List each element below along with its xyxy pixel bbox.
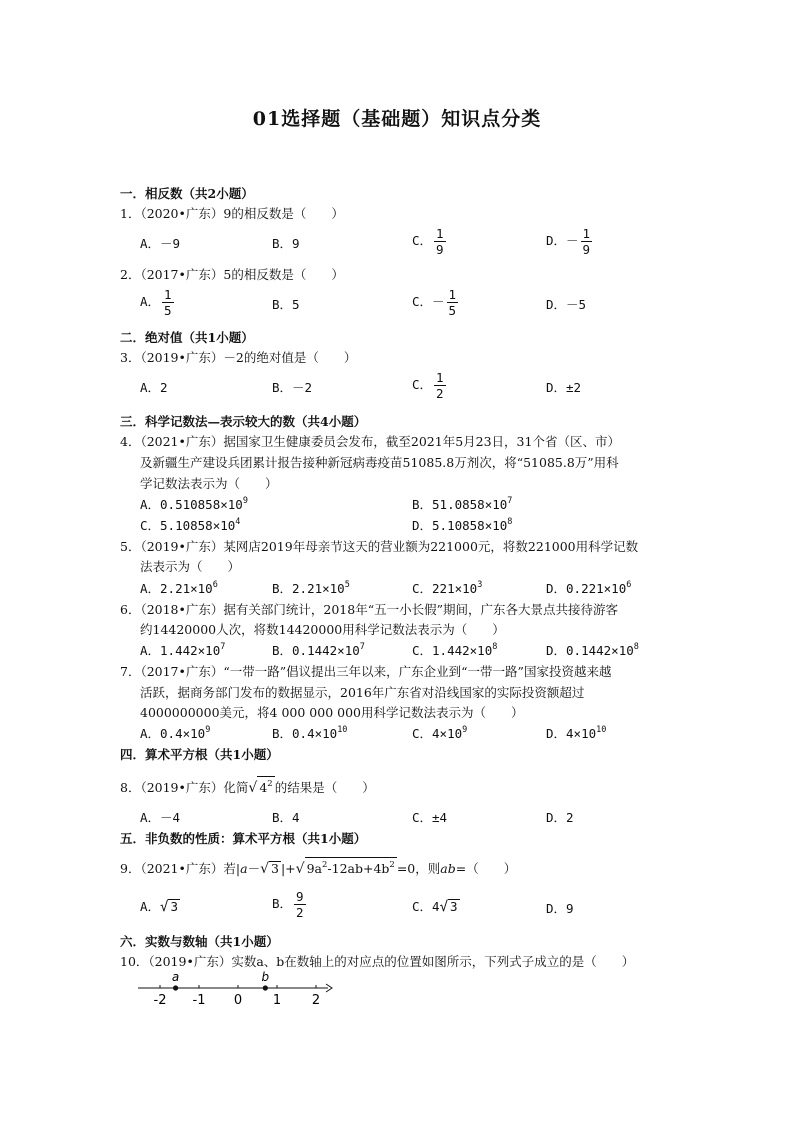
exponent: 8 (492, 642, 498, 652)
q7-option-d[interactable] (546, 724, 606, 742)
q9-option-a[interactable] (140, 897, 180, 915)
numerator: 1 (436, 370, 444, 385)
q6-option-b[interactable] (272, 641, 365, 659)
fraction (434, 226, 446, 257)
exponent: 7 (220, 642, 226, 652)
numerator: 1 (448, 287, 457, 302)
option-label: A． (140, 294, 161, 309)
q8-option-d[interactable]: D．2 (546, 810, 574, 825)
question-6-line: 6．（2018•广东）据有关部门统计，2018年“五一小长假”期间，广东各大景点共接待游客 (120, 602, 618, 617)
question-1-stem: 1．（2020•广东）9的相反数是（ ） (120, 206, 344, 221)
exponent: 2 (389, 860, 395, 870)
stem-text: 的结果是（ ） (274, 780, 375, 795)
radicand (257, 776, 274, 795)
axis-tick-label: 1 (272, 993, 282, 1008)
option-text: A．1.442×10 (140, 643, 221, 658)
q8-option-a[interactable]: A．－4 (140, 810, 181, 825)
radicand-part: -12ab+4b (327, 861, 390, 876)
exponent: 8 (633, 642, 639, 652)
option-text: A．0.4×10 (140, 726, 206, 741)
q3-option-c[interactable] (412, 370, 448, 401)
option-text: B．0.4×10 (272, 726, 338, 741)
numerator: 9 (296, 889, 304, 904)
exponent: 4 (235, 517, 241, 527)
option-text: C．5.10858×10 (140, 518, 236, 533)
point-label-b: b (261, 970, 270, 984)
numerator: 1 (164, 287, 172, 302)
exponent: 9 (205, 725, 211, 735)
question-3-stem: 3．（2019•广东）－2的绝对值是（ ） (120, 350, 357, 365)
radicand: 3 (170, 899, 178, 914)
option-text: A．2.21×10 (140, 581, 213, 596)
q5-option-d[interactable] (546, 579, 631, 597)
variable-a: a (240, 861, 248, 876)
exponent: 6 (212, 580, 218, 590)
q8-option-c[interactable]: C．±4 (412, 810, 448, 825)
option-label: C． (412, 377, 433, 392)
q6-option-c[interactable] (412, 641, 497, 659)
question-6-line: 约14420000人次，将数14420000用科学记数法表示为（ ） (140, 622, 505, 637)
q9-option-b[interactable] (272, 889, 308, 920)
q4-option-d[interactable] (412, 516, 512, 534)
variable-ab: ab (440, 861, 456, 876)
exponent: 9 (242, 496, 248, 506)
q8-option-b[interactable]: B．4 (272, 810, 300, 825)
option-text: A．0.510858×10 (140, 497, 243, 512)
q5-option-c[interactable] (412, 579, 482, 597)
exponent: 7 (359, 642, 365, 652)
q2-option-c[interactable] (412, 287, 460, 318)
question-10-stem: 10．（2019•广东）实数a、b在数轴上的对应点的位置如图所示，下列式子成立的是（ ） (120, 954, 635, 969)
q9-option-c[interactable] (412, 897, 460, 915)
section-heading: 五．非负数的性质：算术平方根（共1小题） (120, 831, 367, 846)
q5-option-b[interactable] (272, 579, 350, 597)
radicand: 3 (271, 861, 279, 876)
axis-tick-label: -2 (153, 993, 167, 1008)
radicand-base: 4 (259, 780, 268, 795)
q7-option-b[interactable] (272, 724, 347, 742)
exponent: 7 (507, 496, 513, 506)
q9-option-d[interactable]: D．9 (546, 901, 574, 916)
fraction (434, 370, 446, 401)
question-9-stem (120, 857, 516, 877)
axis-tick-label: 2 (311, 993, 321, 1008)
question-7-line: 4000000000美元，将4 000 000 000用科学记数法表示为（ ） (140, 705, 524, 720)
radicand-part: 9a (306, 861, 322, 876)
stem-text: |+ (280, 861, 296, 876)
question-4-line: 4．（2021•广东）据国家卫生健康委员会发布，截至2021年5月23日，31个省（区、市） (120, 434, 620, 449)
q7-option-a[interactable] (140, 724, 210, 742)
q6-option-d[interactable] (546, 641, 639, 659)
numerator: 1 (582, 226, 591, 241)
exponent: 9 (462, 725, 468, 735)
q4-option-b[interactable] (412, 495, 512, 513)
option-text: D．5.10858×10 (412, 518, 508, 533)
fraction (581, 226, 593, 257)
option-text: C．221×10 (412, 581, 478, 596)
q7-option-c[interactable] (412, 724, 467, 742)
point-b (263, 985, 268, 990)
q4-option-a[interactable] (140, 495, 248, 513)
question-4-line: 学记数法表示为（ ） (140, 476, 278, 491)
option-text: B．51.0858×10 (412, 497, 508, 512)
option-label: A． (140, 899, 161, 914)
q2-option-b[interactable]: B．5 (272, 297, 300, 312)
sqrt-sign: √ (295, 861, 305, 877)
option-label: C．4 (412, 899, 440, 914)
question-5-line: 5．（2019•广东）某网店2019年母亲节这天的营业额为221000元，将数221000用科学记数 (120, 539, 639, 554)
q6-option-a[interactable] (140, 641, 225, 659)
numerator: 1 (436, 226, 444, 241)
section-heading: 二．绝对值（共1小题） (120, 330, 254, 345)
sqrt-sign: √ (260, 861, 269, 877)
question-7-line: 活跃，据商务部门发布的数据显示，2016年广东省对沿线国家的实际投资额超过 (140, 685, 585, 700)
denominator: 2 (436, 386, 444, 401)
q1-option-a[interactable]: A．－9 (140, 236, 181, 251)
section-heading: 四．算术平方根（共1小题） (120, 747, 279, 762)
section-heading: 三．科学记数法—表示较大的数（共4小题） (120, 414, 367, 429)
radicand: 3 (450, 899, 458, 914)
number-line (130, 968, 340, 1010)
axis-tick-label: -1 (192, 993, 206, 1008)
exponent: 2 (267, 779, 273, 789)
exponent: 5 (344, 580, 350, 590)
point-a (173, 985, 178, 990)
stem-text: 8．（2019•广东）化简 (120, 780, 249, 795)
question-5-line: 法表示为（ ） (140, 559, 241, 574)
exponent: 10 (337, 725, 348, 735)
denominator: 5 (448, 303, 457, 318)
option-label: D．－ (546, 233, 579, 248)
question-2-stem: 2．（2017•广东）5的相反数是（ ） (120, 267, 344, 282)
q3-option-d[interactable]: D．±2 (546, 380, 582, 395)
option-text: D．0.1442×10 (546, 643, 634, 658)
fraction (294, 889, 306, 920)
denominator: 5 (164, 303, 172, 318)
stem-text: 9．（2021•广东）若| (120, 861, 241, 876)
q2-option-d[interactable]: D．－5 (546, 297, 587, 312)
fraction (162, 287, 174, 318)
option-text: D．4×10 (546, 726, 597, 741)
section-heading: 一．相反数（共2小题） (120, 186, 254, 201)
exponent: 8 (507, 517, 513, 527)
minus-sign: － (247, 861, 261, 876)
stem-text: =（ ） (455, 861, 517, 876)
fraction (447, 287, 459, 318)
axis-tick-label: 0 (233, 993, 243, 1008)
q3-option-b[interactable]: B．－2 (272, 380, 313, 395)
option-text: C．1.442×10 (412, 643, 493, 658)
q1-option-b[interactable]: B．9 (272, 236, 300, 251)
page-title: 01选择题（基础题）知识点分类 (252, 108, 542, 130)
q2-option-a[interactable] (140, 287, 176, 318)
section-heading: 六．实数与数轴（共1小题） (120, 934, 279, 949)
question-4-line: 及新疆生产建设兵团累计报告接种新冠病毒疫苗51085.8万剂次，将“51085.8万”用科 (140, 455, 619, 470)
question-8-stem (120, 776, 375, 796)
point-label-a: a (171, 970, 180, 984)
sqrt-sign: √ (160, 899, 169, 915)
denominator: 2 (296, 905, 304, 920)
radicand (305, 857, 397, 876)
option-text: D．0.221×10 (546, 581, 627, 596)
option-label: B． (272, 896, 293, 911)
option-text: C．4×10 (412, 726, 463, 741)
exponent: 2 (321, 860, 328, 870)
q3-option-a[interactable]: A．2 (140, 380, 168, 395)
q1-option-c[interactable] (412, 226, 448, 257)
option-text: B．0.1442×10 (272, 643, 360, 658)
sqrt-sign: √ (439, 899, 448, 915)
stem-text: =0，则 (396, 861, 441, 876)
q1-option-d[interactable] (546, 226, 594, 257)
exponent: 10 (596, 725, 607, 735)
option-text: B．2.21×10 (272, 581, 345, 596)
q4-option-c[interactable] (140, 516, 240, 534)
sqrt-sign: √ (248, 780, 258, 796)
q5-option-a[interactable] (140, 579, 218, 597)
exponent: 3 (477, 580, 483, 590)
denominator: 9 (436, 242, 444, 257)
question-7-line: 7．（2017•广东）“一带一路”倡议提出三年以来，广东企业到“一带一路”国家投资越来越 (120, 664, 612, 679)
option-label: C． (412, 233, 433, 248)
denominator: 9 (582, 242, 591, 257)
option-label: C．－ (412, 294, 445, 309)
exponent: 6 (626, 580, 632, 590)
